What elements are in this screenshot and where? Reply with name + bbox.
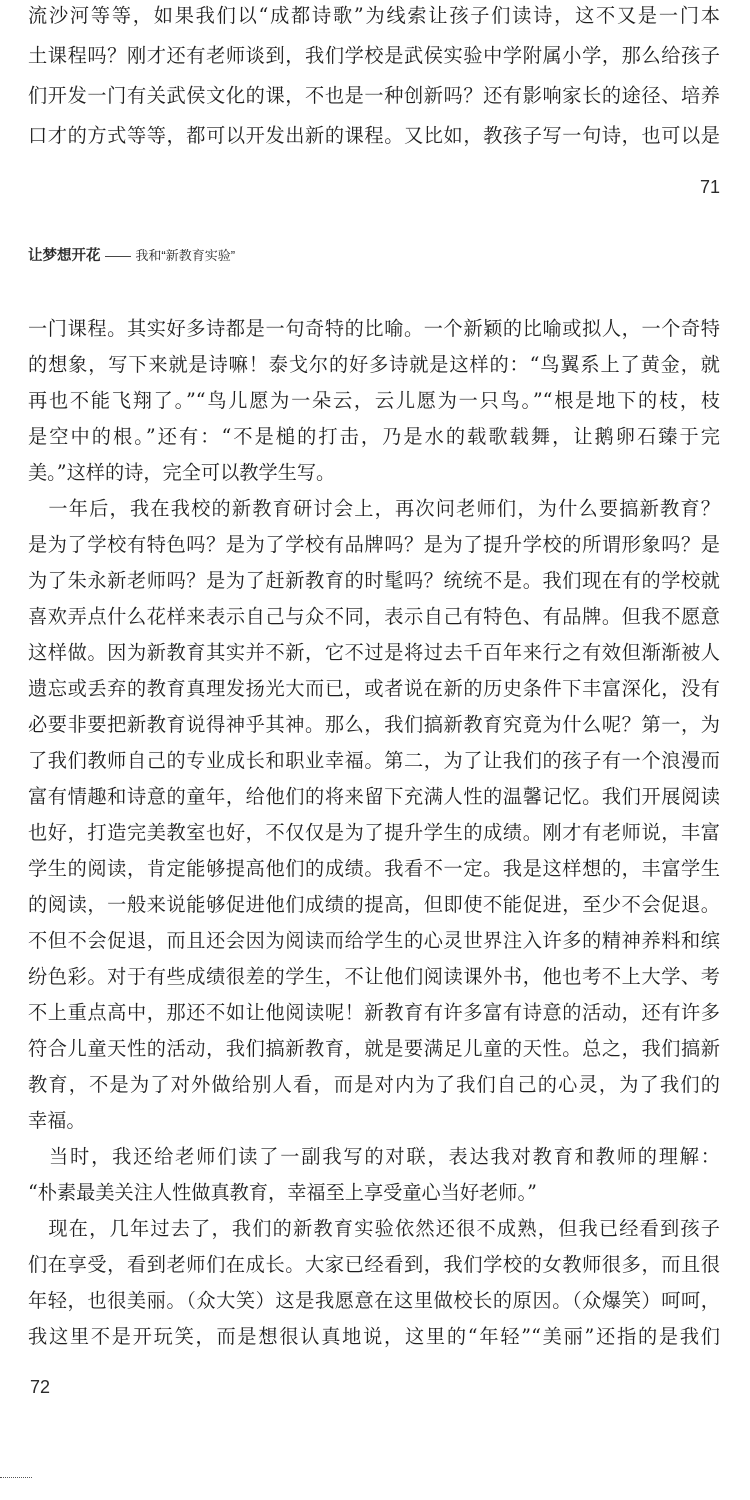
book-title: 让梦想开花	[28, 247, 101, 264]
text-line: 了我们教师自己的专业成长和职业幸福。第二，为了让我们的孩子有一个浪漫而	[28, 749, 720, 772]
text-line: 不上重点高中，那还不如让他阅读呢！新教育有许多富有诗意的活动，还有许多	[28, 1001, 720, 1024]
text-line: 纷色彩。对于有些成绩很差的学生，不让他们阅读课外书，他也考不上大学、考	[28, 965, 720, 988]
text-line: 喜欢弄点什么花样来表示自己与众不同，表示自己有特色、有品牌。但我不愿意	[28, 605, 720, 628]
text-line: 符合儿童天性的活动，我们搞新教育，就是要满足儿童的天性。总之，我们搞新	[28, 1037, 720, 1060]
text-line: 这样做。因为新教育其实并不新，它不过是将过去千百年来行之有效但渐渐被人	[28, 641, 720, 664]
page-number: 72	[30, 1377, 51, 1397]
text-line: 我这里不是开玩笑，而是想很认真地说，这里的“年轻”“美丽”还指的是我们	[28, 1325, 720, 1348]
text-line: 富有情趣和诗意的童年，给他们的将来留下充满人性的温馨记忆。我们开展阅读	[28, 785, 720, 808]
text-line: “朴素最美关注人性做真教育，幸福至上享受童心当好老师。”	[28, 1181, 537, 1204]
text-line: 土课程吗？刚才还有老师谈到，我们学校是武侯实验中学附属小学，那么给孩子	[28, 44, 720, 67]
text-line: 是空中的根。”还有：“不是槌的打击，乃是水的载歌载舞，让鹅卵石臻于完	[28, 425, 720, 448]
text-line: 们在享受，看到老师们在成长。大家已经看到，我们学校的女教师很多，而且很	[28, 1253, 720, 1276]
running-header	[28, 244, 235, 265]
text-line: 一年后，我在我校的新教育研讨会上，再次问老师们，为什么要搞新教育？	[28, 497, 720, 520]
text-line: 口才的方式等等，都可以开发出新的课程。又比如，教孩子写一句诗，也可以是	[28, 124, 720, 147]
text-line: 的阅读，一般来说能够促进他们成绩的提高，但即使不能促进，至少不会促退。	[28, 893, 720, 916]
text-line: 不但不会促退，而且还会因为阅读而给学生的心灵世界注入许多的精神养料和缤	[28, 929, 720, 952]
text-line: 一门课程。其实好多诗都是一句奇特的比喻。一个新颖的比喻或拟人，一个奇特	[28, 317, 720, 340]
text-line: 的想象，写下来就是诗嘛！泰戈尔的好多诗就是这样的：“鸟翼系上了黄金，就	[28, 353, 720, 376]
text-line: 美。”这样的诗，完全可以教学生写。	[28, 461, 336, 484]
text-line: 必要非要把新教育说得神乎其神。那么，我们搞新教育究竟为什么呢？第一，为	[28, 713, 720, 736]
text-line: 流沙河等等，如果我们以“成都诗歌”为线索让孩子们读诗，这不又是一门本	[28, 4, 720, 27]
text-line: 年轻，也很美丽。（众大笑）这是我愿意在这里做校长的原因。（众爆笑）呵呵，	[28, 1289, 720, 1312]
book-subtitle: 我和“新教育实验”	[135, 248, 236, 263]
text-line: 也好，打造完美教室也好，不仅仅是为了提升学生的成绩。刚才有老师说，丰富	[28, 821, 720, 844]
text-line: 是为了学校有特色吗？是为了学校有品牌吗？是为了提升学校的所谓形象吗？是	[28, 533, 720, 556]
text-line: 们开发一门有关武侯文化的课，不也是一种创新吗？还有影响家长的途径、培养	[28, 84, 720, 107]
text-line: 为了朱永新老师吗？是为了赶新教育的时髦吗？统统不是。我们现在有的学校就	[28, 569, 720, 592]
dotted-marker	[0, 1477, 32, 1478]
text-line: 学生的阅读，肯定能够提高他们的成绩。我看不一定。我是这样想的，丰富学生	[28, 857, 720, 880]
text-line: 教育，不是为了对外做给别人看，而是对内为了我们自己的心灵，为了我们的	[28, 1073, 720, 1096]
page-number: 71	[699, 177, 720, 197]
text-line: 再也不能飞翔了。”“鸟儿愿为一朵云，云儿愿为一只鸟。”“根是地下的枝，枝	[28, 389, 720, 412]
text-line: 当时，我还给老师们读了一副我写的对联，表达我对教育和教师的理解：	[28, 1145, 720, 1168]
text-line: 幸福。	[28, 1109, 86, 1132]
text-line: 现在，几年过去了，我们的新教育实验依然还很不成熟，但我已经看到孩子	[28, 1217, 720, 1240]
text-line: 遗忘或丢弃的教育真理发扬光大而已，或者说在新的历史条件下丰富深化，没有	[28, 677, 720, 700]
header-dash: ——	[104, 248, 131, 263]
